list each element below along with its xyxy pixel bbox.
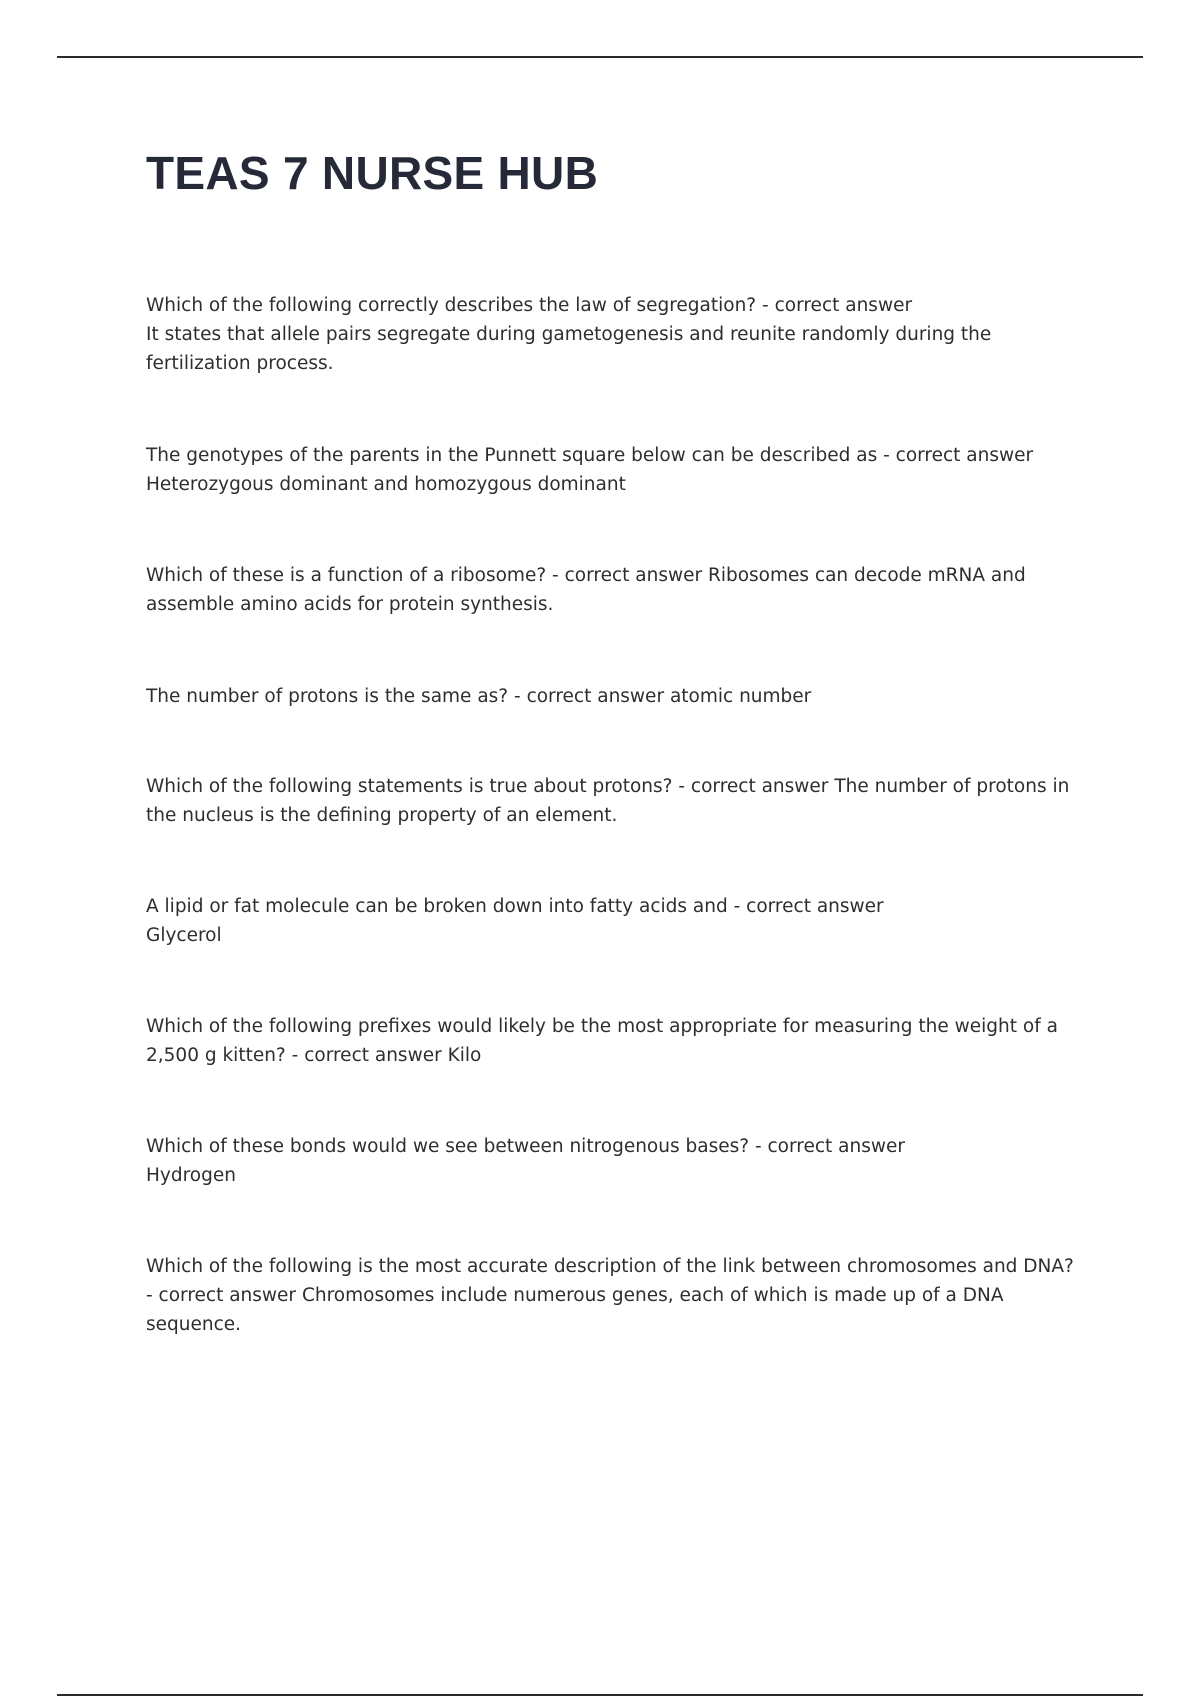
answer-text: Heterozygous dominant and homozygous dominant: [146, 474, 626, 495]
answer-text: The number of protons in the nucleus is the defining property of an element.: [146, 776, 1070, 826]
question-text: Which of these bonds would we see between nitrogenous bases?: [146, 1136, 750, 1157]
qa-item: [146, 682, 1086, 711]
answer-marker: - correct answer: [291, 1045, 442, 1066]
qa-item: [146, 1012, 1086, 1070]
qa-item: [146, 1252, 1086, 1339]
qa-item: [146, 892, 1086, 950]
top-rule: [57, 56, 1143, 58]
answer-text: Ribosomes can decode mRNA and assemble amino acids for protein synthesis.: [146, 565, 1026, 615]
answer-text: Hydrogen: [146, 1165, 236, 1186]
question-text: Which of the following prefixes would likely be the most appropriate for measuring the weight of a 2,500 g kitten?: [146, 1016, 1058, 1066]
qa-item: [146, 441, 1086, 499]
question-text: Which of the following is the most accurate description of the link between chromosomes and DNA?: [146, 1256, 1074, 1277]
qa-item: [146, 291, 1086, 378]
question-text: The number of protons is the same as?: [146, 686, 509, 707]
question-text: Which of these is a function of a ribosome?: [146, 565, 547, 586]
answer-marker: - correct answer: [678, 776, 829, 797]
answer-marker: - correct answer: [552, 565, 703, 586]
answer-marker: - correct answer: [514, 686, 665, 707]
answer-text: atomic number: [669, 686, 812, 707]
question-text: Which of the following statements is true about protons?: [146, 776, 673, 797]
bottom-rule: [57, 1694, 1143, 1696]
answer-marker: - correct answer: [754, 1136, 905, 1157]
answer-marker: - correct answer: [146, 1285, 297, 1306]
answer-marker: - correct answer: [762, 295, 913, 316]
qa-item: [146, 561, 1086, 619]
answer-marker: - correct answer: [883, 445, 1034, 466]
answer-text: Kilo: [447, 1045, 482, 1066]
qa-item: [146, 1132, 1086, 1190]
answer-text: Chromosomes include numerous genes, each of which is made up of a DNA sequence.: [146, 1285, 1004, 1335]
question-text: A lipid or fat molecule can be broken down into fatty acids and: [146, 896, 728, 917]
qa-item: [146, 772, 1086, 830]
answer-text: It states that allele pairs segregate during gametogenesis and reunite randomly during the fertilization process.: [146, 324, 992, 374]
answer-marker: - correct answer: [733, 896, 884, 917]
answer-text: Glycerol: [146, 925, 222, 946]
question-text: Which of the following correctly describes the law of segregation?: [146, 295, 757, 316]
page-title: TEAS 7 NURSE HUB: [146, 147, 599, 199]
question-text: The genotypes of the parents in the Punnett square below can be described as: [146, 445, 878, 466]
